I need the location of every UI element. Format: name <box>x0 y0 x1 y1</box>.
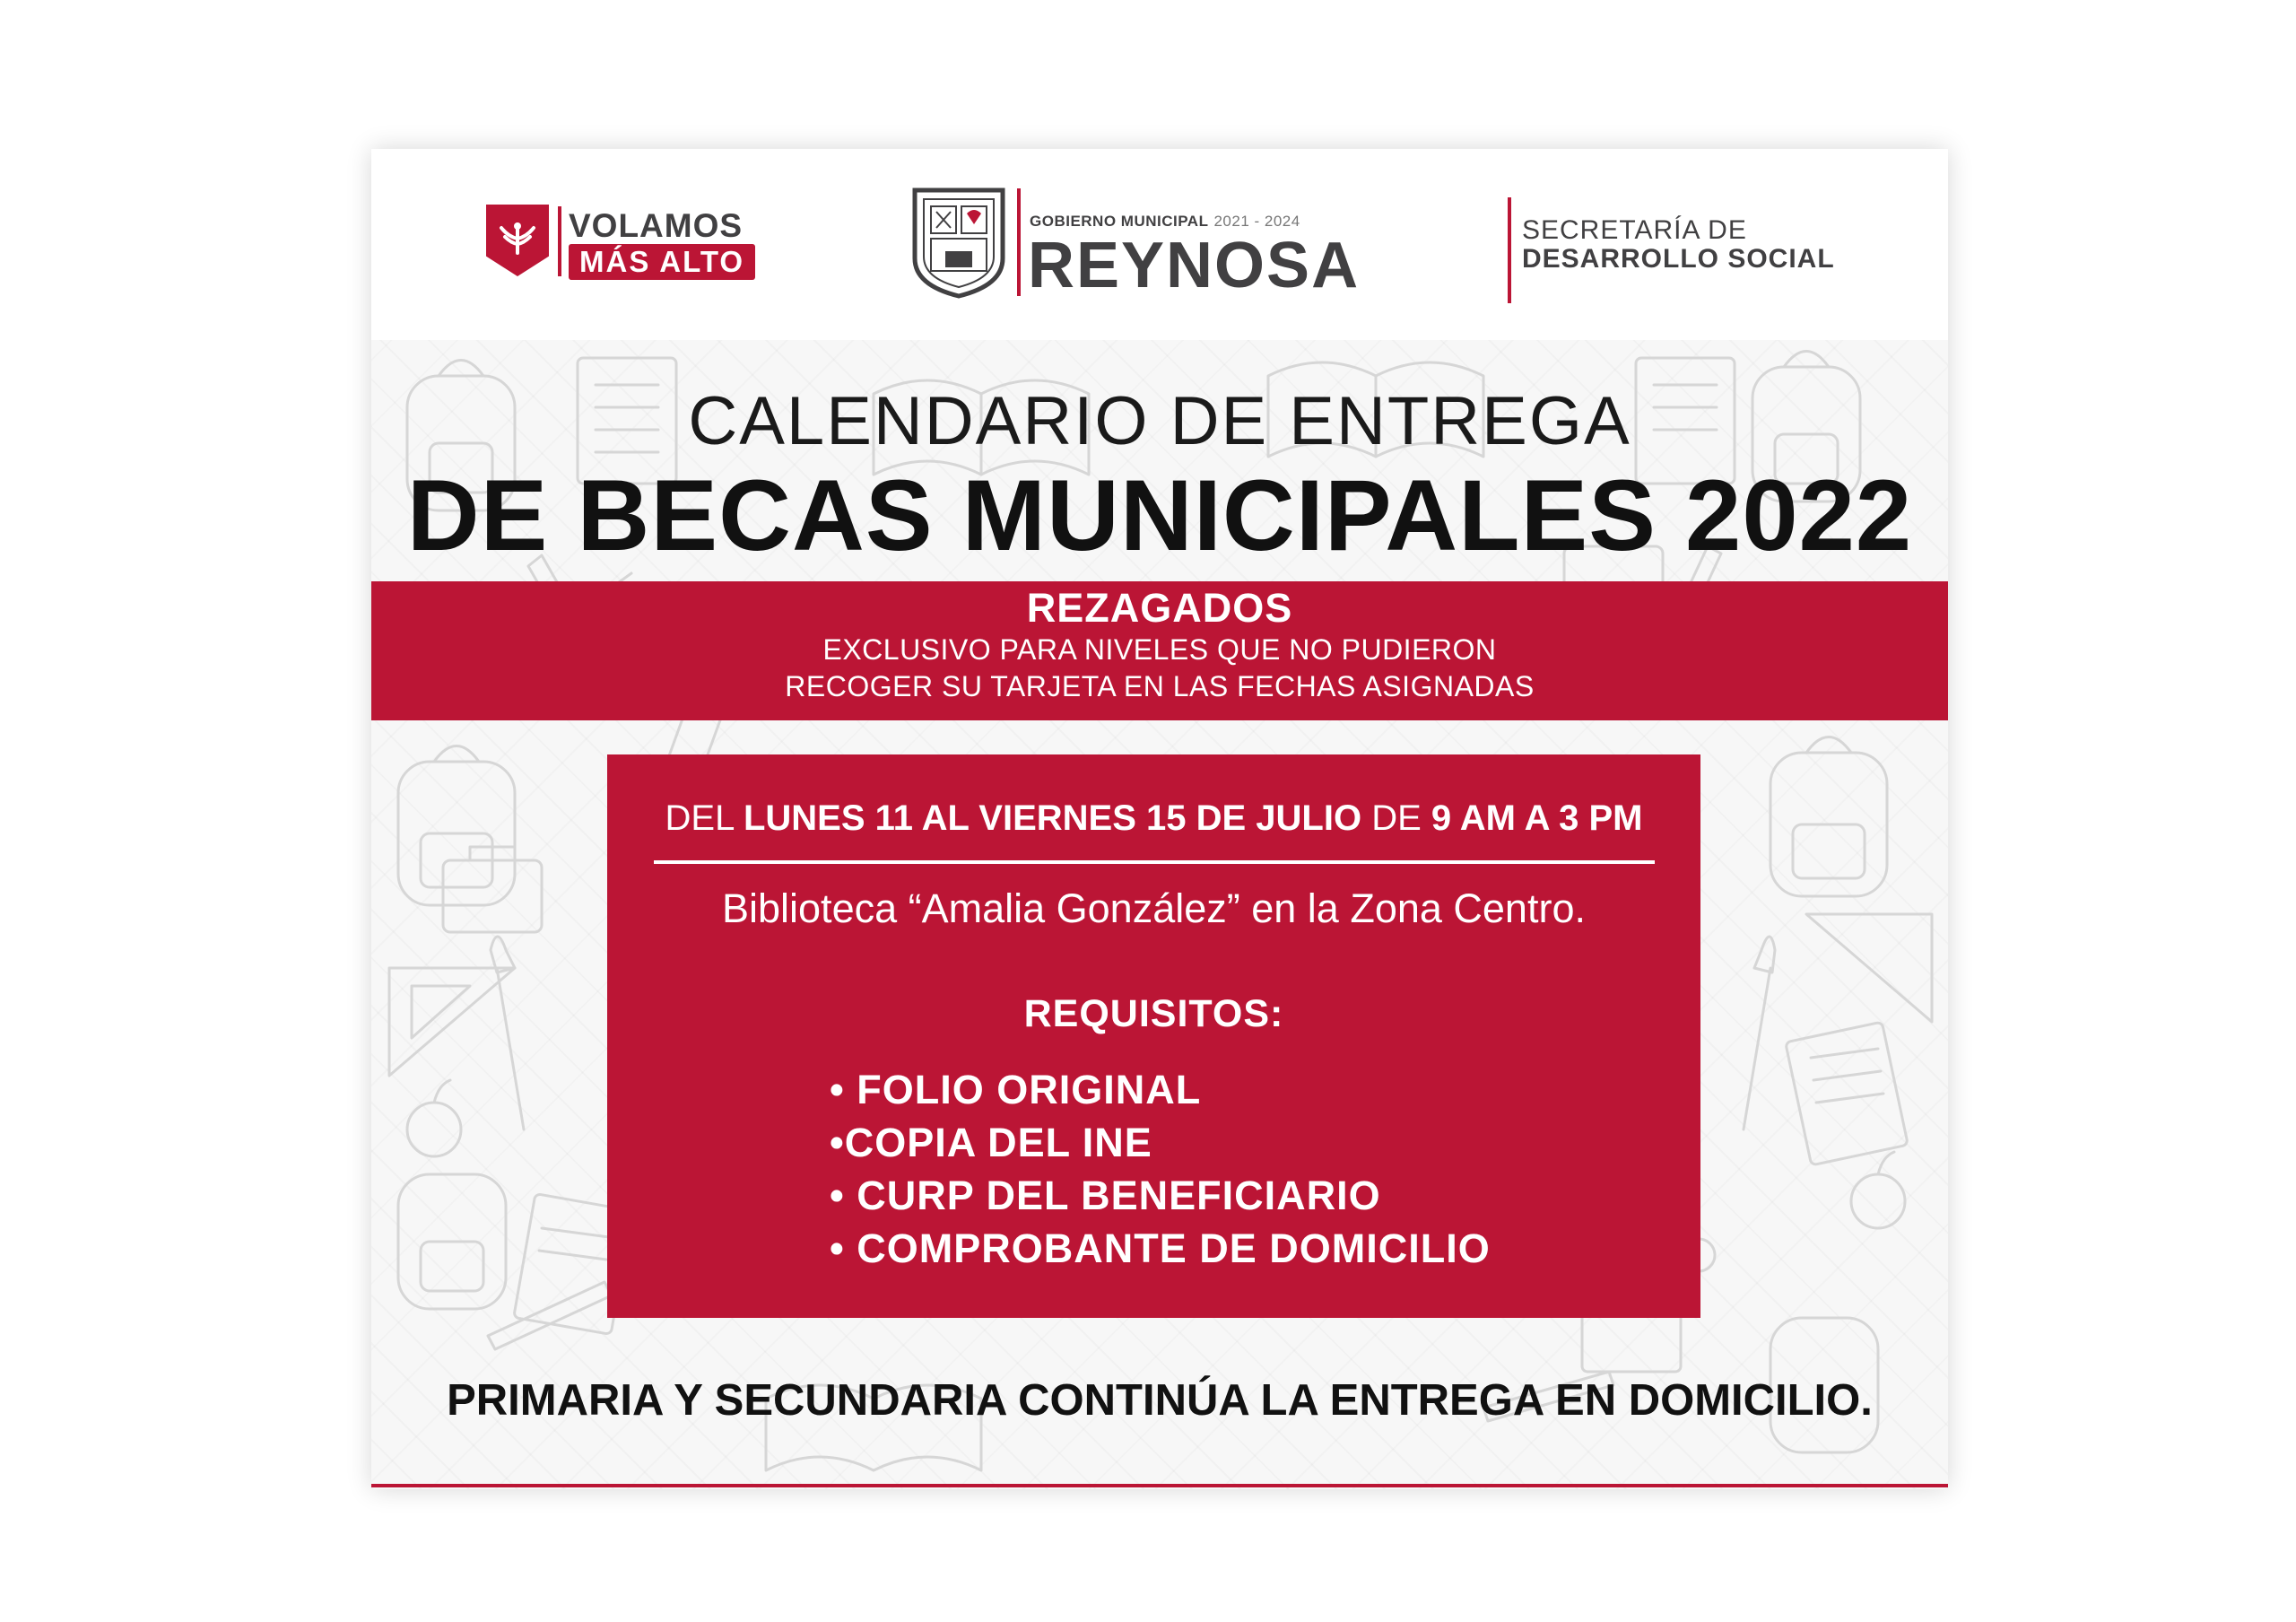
logo-divider <box>558 206 561 276</box>
apple-icon <box>407 1080 461 1156</box>
backpack-icon <box>398 746 515 906</box>
ruler-icon <box>389 968 515 1076</box>
schedule-dates: DEL LUNES 11 AL VIERNES 15 DE JULIO DE 9 AM A 3 PM <box>665 798 1643 838</box>
logo-divider <box>1017 188 1021 296</box>
requirements-list <box>830 1063 1491 1275</box>
volamos-mas-alto-logo <box>486 205 773 285</box>
logo-line-1: VOLAMOS <box>569 207 744 244</box>
requirement-item: •COPIA DEL INE <box>830 1120 1152 1165</box>
city-name: REYNOSA <box>1028 230 1361 301</box>
requirement-item: • COMPROBANTE DE DOMICILIO <box>830 1225 1491 1271</box>
rezagados-banner <box>371 581 1948 720</box>
requirement-item: • CURP DEL BENEFICIARIO <box>830 1173 1381 1218</box>
secretaria-logo <box>1508 190 1884 298</box>
ruler-icon <box>1806 914 1932 1022</box>
bottom-rule <box>371 1484 1948 1487</box>
government-label: GOBIERNO MUNICIPAL 2021 - 2024 <box>1030 213 1300 230</box>
logo-divider <box>1508 197 1511 303</box>
banner-title: REZAGADOS <box>1026 585 1293 631</box>
backpack-icon <box>1770 737 1887 897</box>
title-line-1: CALENDARIO DE ENTREGA <box>688 383 1631 459</box>
reynosa-logo <box>909 185 1361 301</box>
pencil-icon <box>488 1282 612 1349</box>
eagle-shield-icon <box>486 205 549 276</box>
backpack-icon <box>398 1174 506 1309</box>
apple-icon <box>1851 1152 1905 1228</box>
secretaria-line-2: DESARROLLO SOCIAL <box>1522 244 1835 274</box>
logo-line-2: MÁS ALTO <box>569 244 755 280</box>
secretaria-line-1: SECRETARÍA DE <box>1522 215 1747 245</box>
footer-note: PRIMARIA Y SECUNDARIA CONTINÚA LA ENTREGA EN DOMICILIO. <box>447 1376 1873 1425</box>
banner-line-1: EXCLUSIVO PARA NIVELES QUE NO PUDIERON <box>822 633 1497 666</box>
flyer <box>371 149 1948 1489</box>
coat-of-arms-icon <box>909 185 1008 300</box>
schedule-box <box>607 754 1700 1318</box>
divider <box>654 860 1655 864</box>
notebook-icon <box>1786 1022 1909 1165</box>
requirement-item: • FOLIO ORIGINAL <box>830 1067 1202 1112</box>
location-text: Biblioteca “Amalia González” en la Zona Centro. <box>722 885 1586 931</box>
banner-line-2: RECOGER SU TARJETA EN LAS FECHAS ASIGNADAS <box>785 670 1535 702</box>
brush-icon <box>491 937 524 1129</box>
requirements-title: REQUISITOS: <box>1023 992 1284 1035</box>
case-icon <box>443 847 542 932</box>
title-line-2: DE BECAS MUNICIPALES 2022 <box>406 459 1913 571</box>
brush-icon <box>1744 937 1775 1129</box>
